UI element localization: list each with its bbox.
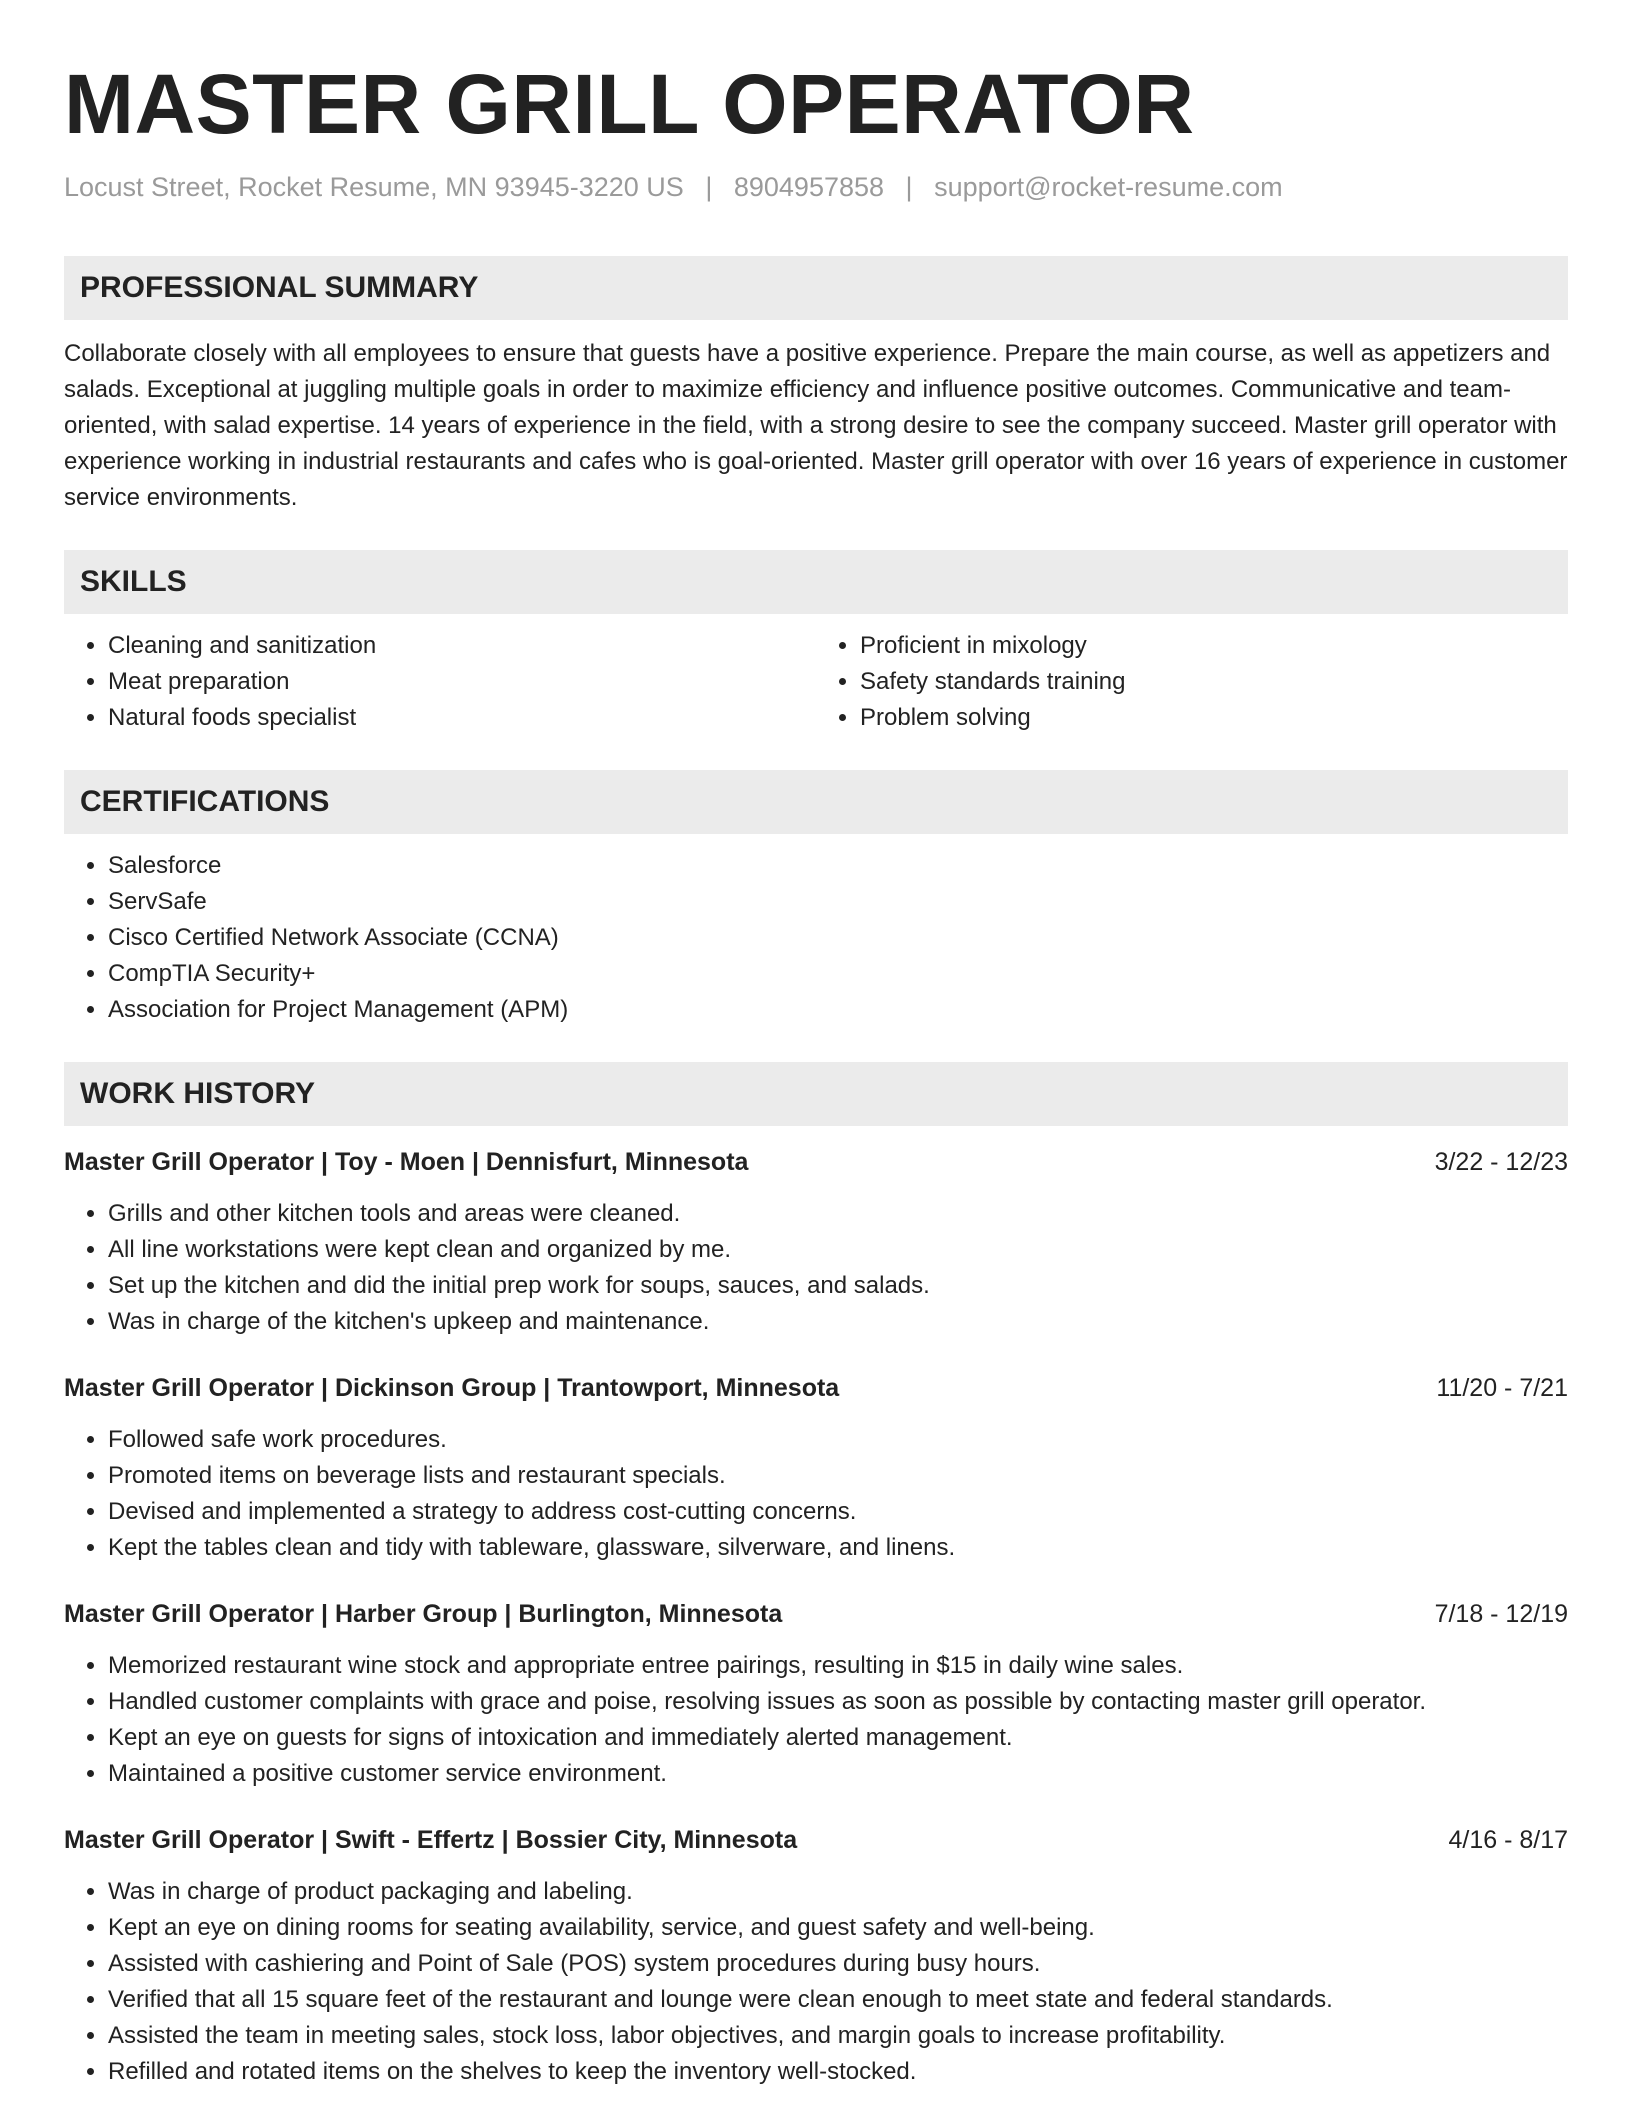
skill-item: • Natural foods specialist [108,700,816,736]
job-header [64,1822,1568,1858]
job-bullet: • Devised and implemented a strategy to address cost-cutting concerns. [108,1494,1568,1530]
job-header [64,1144,1568,1180]
job-bullets [64,1196,1568,1340]
job-bullet: • Assisted with cashiering and Point of Sale (POS) system procedures during busy hours. [108,1946,1568,1982]
certification-item: • Cisco Certified Network Associate (CCNA) [108,920,1568,956]
certifications-heading: CERTIFICATIONS [64,770,1568,834]
job-bullets [64,1422,1568,1566]
email: support@rocket-resume.com [934,172,1283,202]
job-bullet: • Refilled and rotated items on the shelves to keep the inventory well-stocked. [108,2054,1568,2090]
contact-line [64,170,1568,204]
job-bullets [64,1874,1568,2090]
contact-separator: | [905,172,913,202]
job-dates: 7/18 - 12/19 [1434,1600,1568,1628]
job-header [64,1370,1568,1406]
job-bullet: • Maintained a positive customer service environment. [108,1756,1568,1792]
job-bullet: • Followed safe work procedures. [108,1422,1568,1458]
certification-item: • CompTIA Security+ [108,956,1568,992]
certification-item: • Association for Project Management (APM) [108,992,1568,1028]
job-header [64,1596,1568,1632]
job-bullet: • All line workstations were kept clean and organized by me. [108,1232,1568,1268]
job-bullet: • Memorized restaurant wine stock and appropriate entree pairings, resulting in $15 in daily wine sales. [108,1648,1568,1684]
job-entry [64,1144,1568,1340]
job-bullet: • Kept the tables clean and tidy with tableware, glassware, silverware, and linens. [108,1530,1568,1566]
contact-separator: | [705,172,713,202]
skills-heading: SKILLS [64,550,1568,614]
job-bullet: • Assisted the team in meeting sales, stock loss, labor objectives, and margin goals to increase profitability. [108,2018,1568,2054]
phone: 8904957858 [733,172,885,202]
job-title: Master Grill Operator | Swift - Effertz | Bossier City, Minnesota [64,1826,798,1854]
job-dates: 4/16 - 8/17 [1448,1826,1568,1854]
certifications-list [64,848,1568,1028]
skill-item: • Meat preparation [108,664,816,700]
job-bullets [64,1648,1568,1792]
job-dates: 11/20 - 7/21 [1436,1374,1568,1402]
job-bullet: • Set up the kitchen and did the initial prep work for soups, sauces, and salads. [108,1268,1568,1304]
job-bullet: • Kept an eye on dining rooms for seating availability, service, and guest safety and well-being. [108,1910,1568,1946]
job-bullet: • Promoted items on beverage lists and restaurant specials. [108,1458,1568,1494]
job-dates: 3/22 - 12/23 [1434,1148,1568,1176]
certification-item: • Salesforce [108,848,1568,884]
skills-right-list [816,628,1568,736]
job-bullet: • Was in charge of product packaging and labeling. [108,1874,1568,1910]
skill-item: • Cleaning and sanitization [108,628,816,664]
summary-heading: PROFESSIONAL SUMMARY [64,256,1568,320]
candidate-name: MASTER GRILL OPERATOR [64,57,1195,151]
work-history-heading: WORK HISTORY [64,1062,1568,1126]
skill-item: • Problem solving [860,700,1568,736]
skills-grid [64,628,1568,736]
summary-text: Collaborate closely with all employees to ensure that guests have a positive experience. Prepare the main course, as well as appetizers and salads. Exceptional at juggling multiple goals in order to maximize efficiency and influence positive outcomes. Communicative and team-oriented, with salad expertise. 14 years of experience in the field, with a strong desire to see the company succeed. Master grill operator with experience working in industrial restaurants and cafes who is goal-oriented. Master grill operator with over 16 years of experience in customer service environments. [64,340,1568,511]
job-title: Master Grill Operator | Harber Group | Burlington, Minnesota [64,1600,783,1628]
certification-item: • ServSafe [108,884,1568,920]
job-entry [64,1370,1568,1566]
job-title: Master Grill Operator | Toy - Moen | Dennisfurt, Minnesota [64,1148,749,1176]
skill-item: • Proficient in mixology [860,628,1568,664]
job-title: Master Grill Operator | Dickinson Group | Trantowport, Minnesota [64,1374,840,1402]
job-entry [64,1822,1568,2090]
job-bullet: • Verified that all 15 square feet of the restaurant and lounge were clean enough to meet state and federal standards. [108,1982,1568,2018]
address: Locust Street, Rocket Resume, MN 93945-3220 US [64,172,684,202]
job-bullet: • Kept an eye on guests for signs of intoxication and immediately alerted management. [108,1720,1568,1756]
skill-item: • Safety standards training [860,664,1568,700]
job-bullet: • Grills and other kitchen tools and areas were cleaned. [108,1196,1568,1232]
job-entry [64,1596,1568,1792]
job-bullet: • Was in charge of the kitchen's upkeep and maintenance. [108,1304,1568,1340]
skills-left-list [64,628,816,736]
job-bullet: • Handled customer complaints with grace and poise, resolving issues as soon as possible by contacting master grill operator. [108,1684,1568,1720]
